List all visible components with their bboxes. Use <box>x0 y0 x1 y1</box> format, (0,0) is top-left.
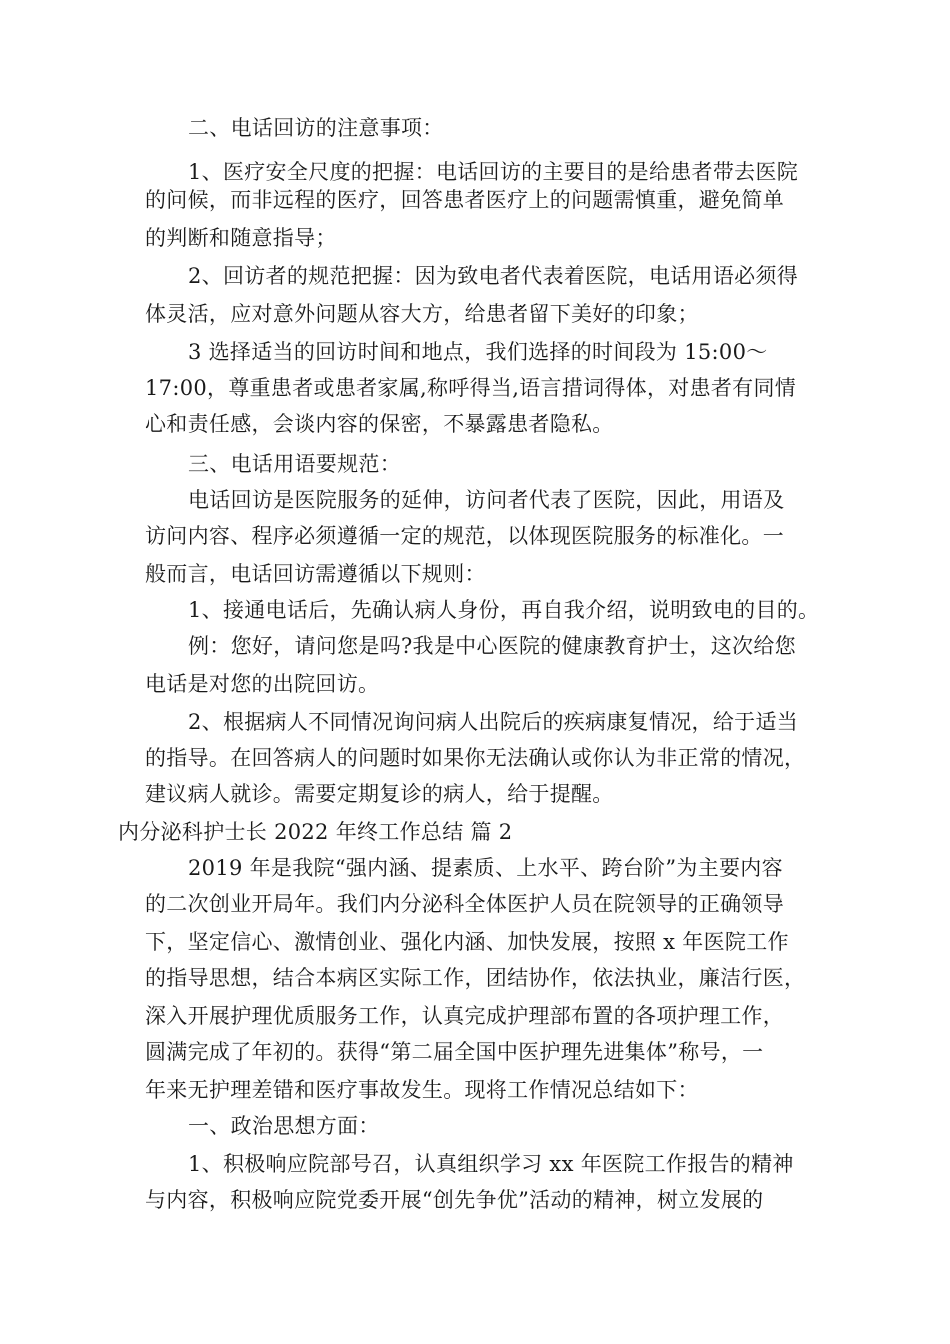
paragraph-line: 的判断和随意指导； <box>145 226 337 250</box>
paragraph-line: 的二次创业开局年。我们内分泌科全体医护人员在院领导的正确领导 <box>145 892 784 916</box>
paragraph-line: 深入开展护理优质服务工作，认真完成护理部布置的各项护理工作， <box>145 1004 784 1028</box>
paragraph-line: 的指导思想，结合本病区实际工作，团结协作，依法执业，廉洁行医， <box>145 966 806 990</box>
paragraph-line: 1、积极响应院部号召，认真组织学习 xx 年医院工作报告的精神 <box>188 1152 794 1176</box>
paragraph-line: 下，坚定信心、激情创业、强化内涵、加快发展，按照 x 年医院工作 <box>145 930 789 954</box>
paragraph-line: 建议病人就诊。需要定期复诊的病人，给于提醒。 <box>145 782 614 806</box>
paragraph-line: 电话回访是医院服务的延伸，访问者代表了医院，因此，用语及 <box>188 488 785 512</box>
paragraph-line: 与内容，积极响应院党委开展“创先争优”活动的精神，树立发展的 <box>145 1188 764 1212</box>
paragraph-line: 电话是对您的出院回访。 <box>145 672 380 696</box>
paragraph-line: 心和责任感，会谈内容的保密，不暴露患者隐私。 <box>145 412 614 436</box>
paragraph-line: 1、接通电话后，先确认病人身份，再自我介绍，说明致电的目的。 <box>188 598 820 622</box>
article-title: 内分泌科护士长 2022 年终工作总结 篇 2 <box>118 820 513 844</box>
paragraph-line: 17:00，尊重患者或患者家属,称呼得当,语言措词得体，对患者有同情 <box>145 376 797 400</box>
paragraph-line: 年来无护理差错和医疗事故发生。现将工作情况总结如下： <box>145 1078 699 1102</box>
section-heading: 二、电话回访的注意事项： <box>188 116 444 140</box>
paragraph-line: 的问候，而非远程的医疗，回答患者医疗上的问题需慎重，避免简单 <box>145 188 784 212</box>
section-heading: 三、电话用语要规范： <box>188 452 401 476</box>
paragraph-line: 般而言，电话回访需遵循以下规则： <box>145 562 486 586</box>
paragraph-line: 的指导。在回答病人的问题时如果你无法确认或你认为非正常的情况， <box>145 746 806 770</box>
paragraph-line: 2、根据病人不同情况询问病人出院后的疾病康复情况，给于适当 <box>188 710 799 734</box>
paragraph-line: 3 选择适当的回访时间和地点，我们选择的时间段为 15:00～ <box>188 340 768 364</box>
paragraph-line: 例：您好，请问您是吗?我是中心医院的健康教育护士，这次给您 <box>188 634 796 658</box>
paragraph-line: 圆满完成了年初的。获得“第二届全国中医护理先进集体”称号，一 <box>145 1040 764 1064</box>
paragraph-line: 访问内容、程序必须遵循一定的规范，以体现医院服务的标准化。一 <box>145 524 784 548</box>
paragraph-line: 1、医疗安全尺度的把握：电话回访的主要目的是给患者带去医院 <box>188 160 799 184</box>
paragraph-line: 体灵活，应对意外问题从容大方，给患者留下美好的印象； <box>145 302 699 326</box>
paragraph-line: 2、回访者的规范把握：因为致电者代表着医院，电话用语必须得 <box>188 264 799 288</box>
paragraph-line: 2019 年是我院“强内涵、提素质、上水平、跨台阶”为主要内容 <box>188 856 783 880</box>
section-heading: 一、政治思想方面： <box>188 1114 380 1138</box>
